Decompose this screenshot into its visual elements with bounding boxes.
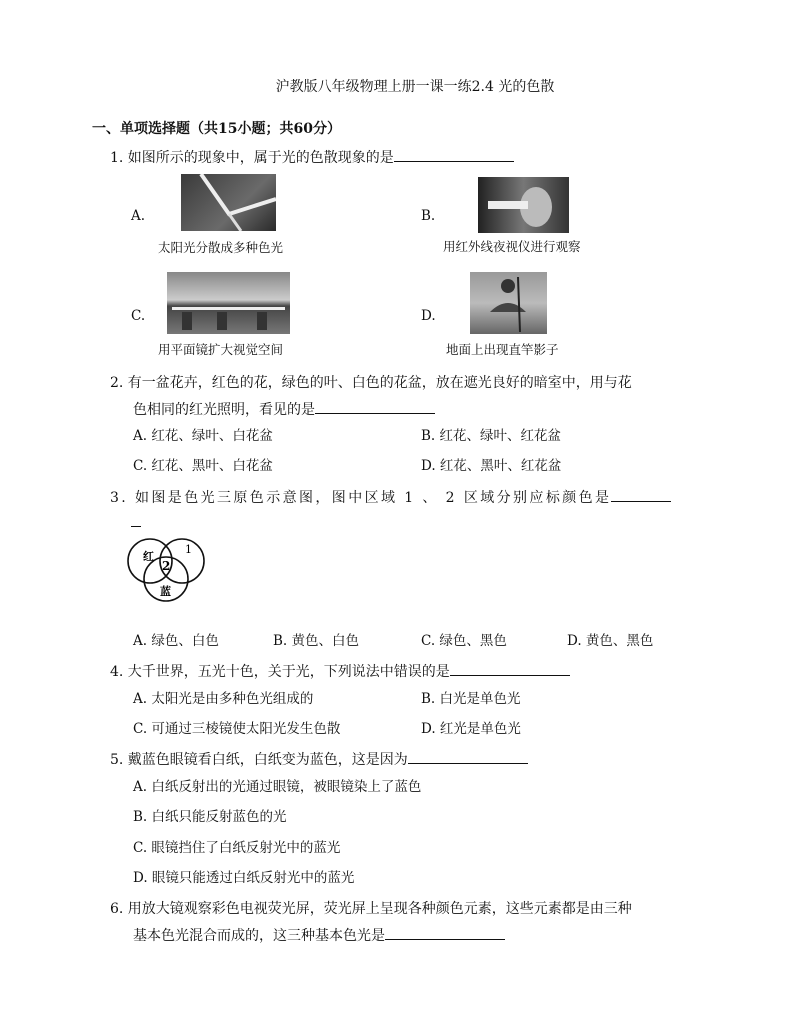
q1-option-d-caption: 地面上出现直竿影子 xyxy=(446,342,559,357)
answer-blank xyxy=(394,147,514,162)
q2-option-b: B. 红花、绿叶、红花盆 xyxy=(421,428,562,444)
answer-blank xyxy=(408,749,528,764)
q5-option-d: D. 眼镜只能透过白纸反射光中的蓝光 xyxy=(133,870,355,886)
answer-blank xyxy=(450,661,570,676)
question-6-line-2 xyxy=(133,925,505,945)
q1-option-b-caption: 用红外线夜视仪进行观察 xyxy=(443,239,581,254)
person-with-pole-icon xyxy=(470,272,547,334)
light-rays-icon xyxy=(181,174,276,231)
q5-option-c: C. 眼镜挡住了白纸反射光中的蓝光 xyxy=(133,840,341,856)
q4-option-d: D. 红光是单色光 xyxy=(421,721,521,737)
q3-option-b: B. 黄色、白色 xyxy=(273,633,360,649)
q4-option-b: B. 白光是单色光 xyxy=(421,691,521,707)
night-vision-person-icon xyxy=(478,177,569,233)
q5-option-b: B. 白纸只能反射蓝色的光 xyxy=(133,809,287,825)
sunlight-dispersion-image xyxy=(181,174,276,231)
room-scene-icon xyxy=(167,272,290,334)
answer-blank xyxy=(315,399,435,414)
q2-option-a: A. 红花、绿叶、白花盆 xyxy=(133,428,273,444)
question-6-line-1: 6. 用放大镜观察彩色电视荧光屏，荧光屏上呈现各种颜色元素，这些元素都是由三种 xyxy=(110,901,632,917)
q2-option-d: D. 红花、黑叶、红花盆 xyxy=(421,458,562,474)
question-2-line-2 xyxy=(133,399,435,419)
label-blue: 蓝 xyxy=(160,585,171,598)
question-3-text: 3. 如图是色光三原色示意图，图中区域 1 、 2 区域分别应标颜色是 xyxy=(110,490,612,506)
label-region-2: 2 xyxy=(162,559,171,573)
pole-shadow-image xyxy=(470,272,547,334)
label-region-1: 1 xyxy=(185,543,192,556)
q4-option-a: A. 太阳光是由多种色光组成的 xyxy=(133,691,314,707)
question-2-line-1: 2. 有一盆花卉，红色的花，绿色的叶、白色的花盆，放在遮光良好的暗室中，用与花 xyxy=(110,375,632,391)
q4-option-c: C. 可通过三棱镜使太阳光发生色散 xyxy=(133,721,341,737)
page-title: 沪教版八年级物理上册一课一练2.4 光的色散 xyxy=(275,79,555,95)
q3-option-c: C. 绿色、黑色 xyxy=(421,633,507,649)
q1-option-c-caption: 用平面镜扩大视觉空间 xyxy=(158,342,284,357)
q1-option-d-letter: D. xyxy=(421,308,436,324)
q1-option-b-letter: B. xyxy=(421,208,436,224)
question-1-stem xyxy=(110,147,514,167)
question-2-text: 色相同的红光照明，看见的是 xyxy=(133,402,315,418)
answer-blank-continued xyxy=(131,512,141,531)
q3-option-d: D. 黄色、黑色 xyxy=(567,633,654,649)
question-4-text: 4. 大千世界，五光十色，关于光，下列说法中错误的是 xyxy=(110,664,450,680)
question-4-stem xyxy=(110,661,570,681)
three-primary-colors-diagram xyxy=(126,533,210,603)
q2-option-c: C. 红花、黑叶、白花盆 xyxy=(133,458,273,474)
answer-blank xyxy=(385,925,505,940)
label-red: 红 xyxy=(143,550,154,563)
section-heading: 一、单项选择题（共15小题；共60分） xyxy=(92,121,341,137)
answer-blank xyxy=(611,487,671,502)
question-6-text: 基本色光混合而成的，这三种基本色光是 xyxy=(133,928,385,944)
q1-option-a-letter: A. xyxy=(131,208,146,224)
q5-option-a: A. 白纸反射出的光通过眼镜，被眼镜染上了蓝色 xyxy=(133,779,422,795)
q1-option-a-caption: 太阳光分散成多种色光 xyxy=(158,240,284,255)
q1-option-c-letter: C. xyxy=(131,308,146,324)
question-5-text: 5. 戴蓝色眼镜看白纸，白纸变为蓝色，这是因为 xyxy=(110,752,408,768)
night-vision-image xyxy=(478,177,569,233)
question-3-stem xyxy=(110,487,671,507)
question-5-stem xyxy=(110,749,528,769)
q3-option-a: A. 绿色、白色 xyxy=(133,633,219,649)
plane-mirror-room-image xyxy=(167,272,290,334)
question-1-text: 1. 如图所示的现象中，属于光的色散现象的是 xyxy=(110,150,394,166)
